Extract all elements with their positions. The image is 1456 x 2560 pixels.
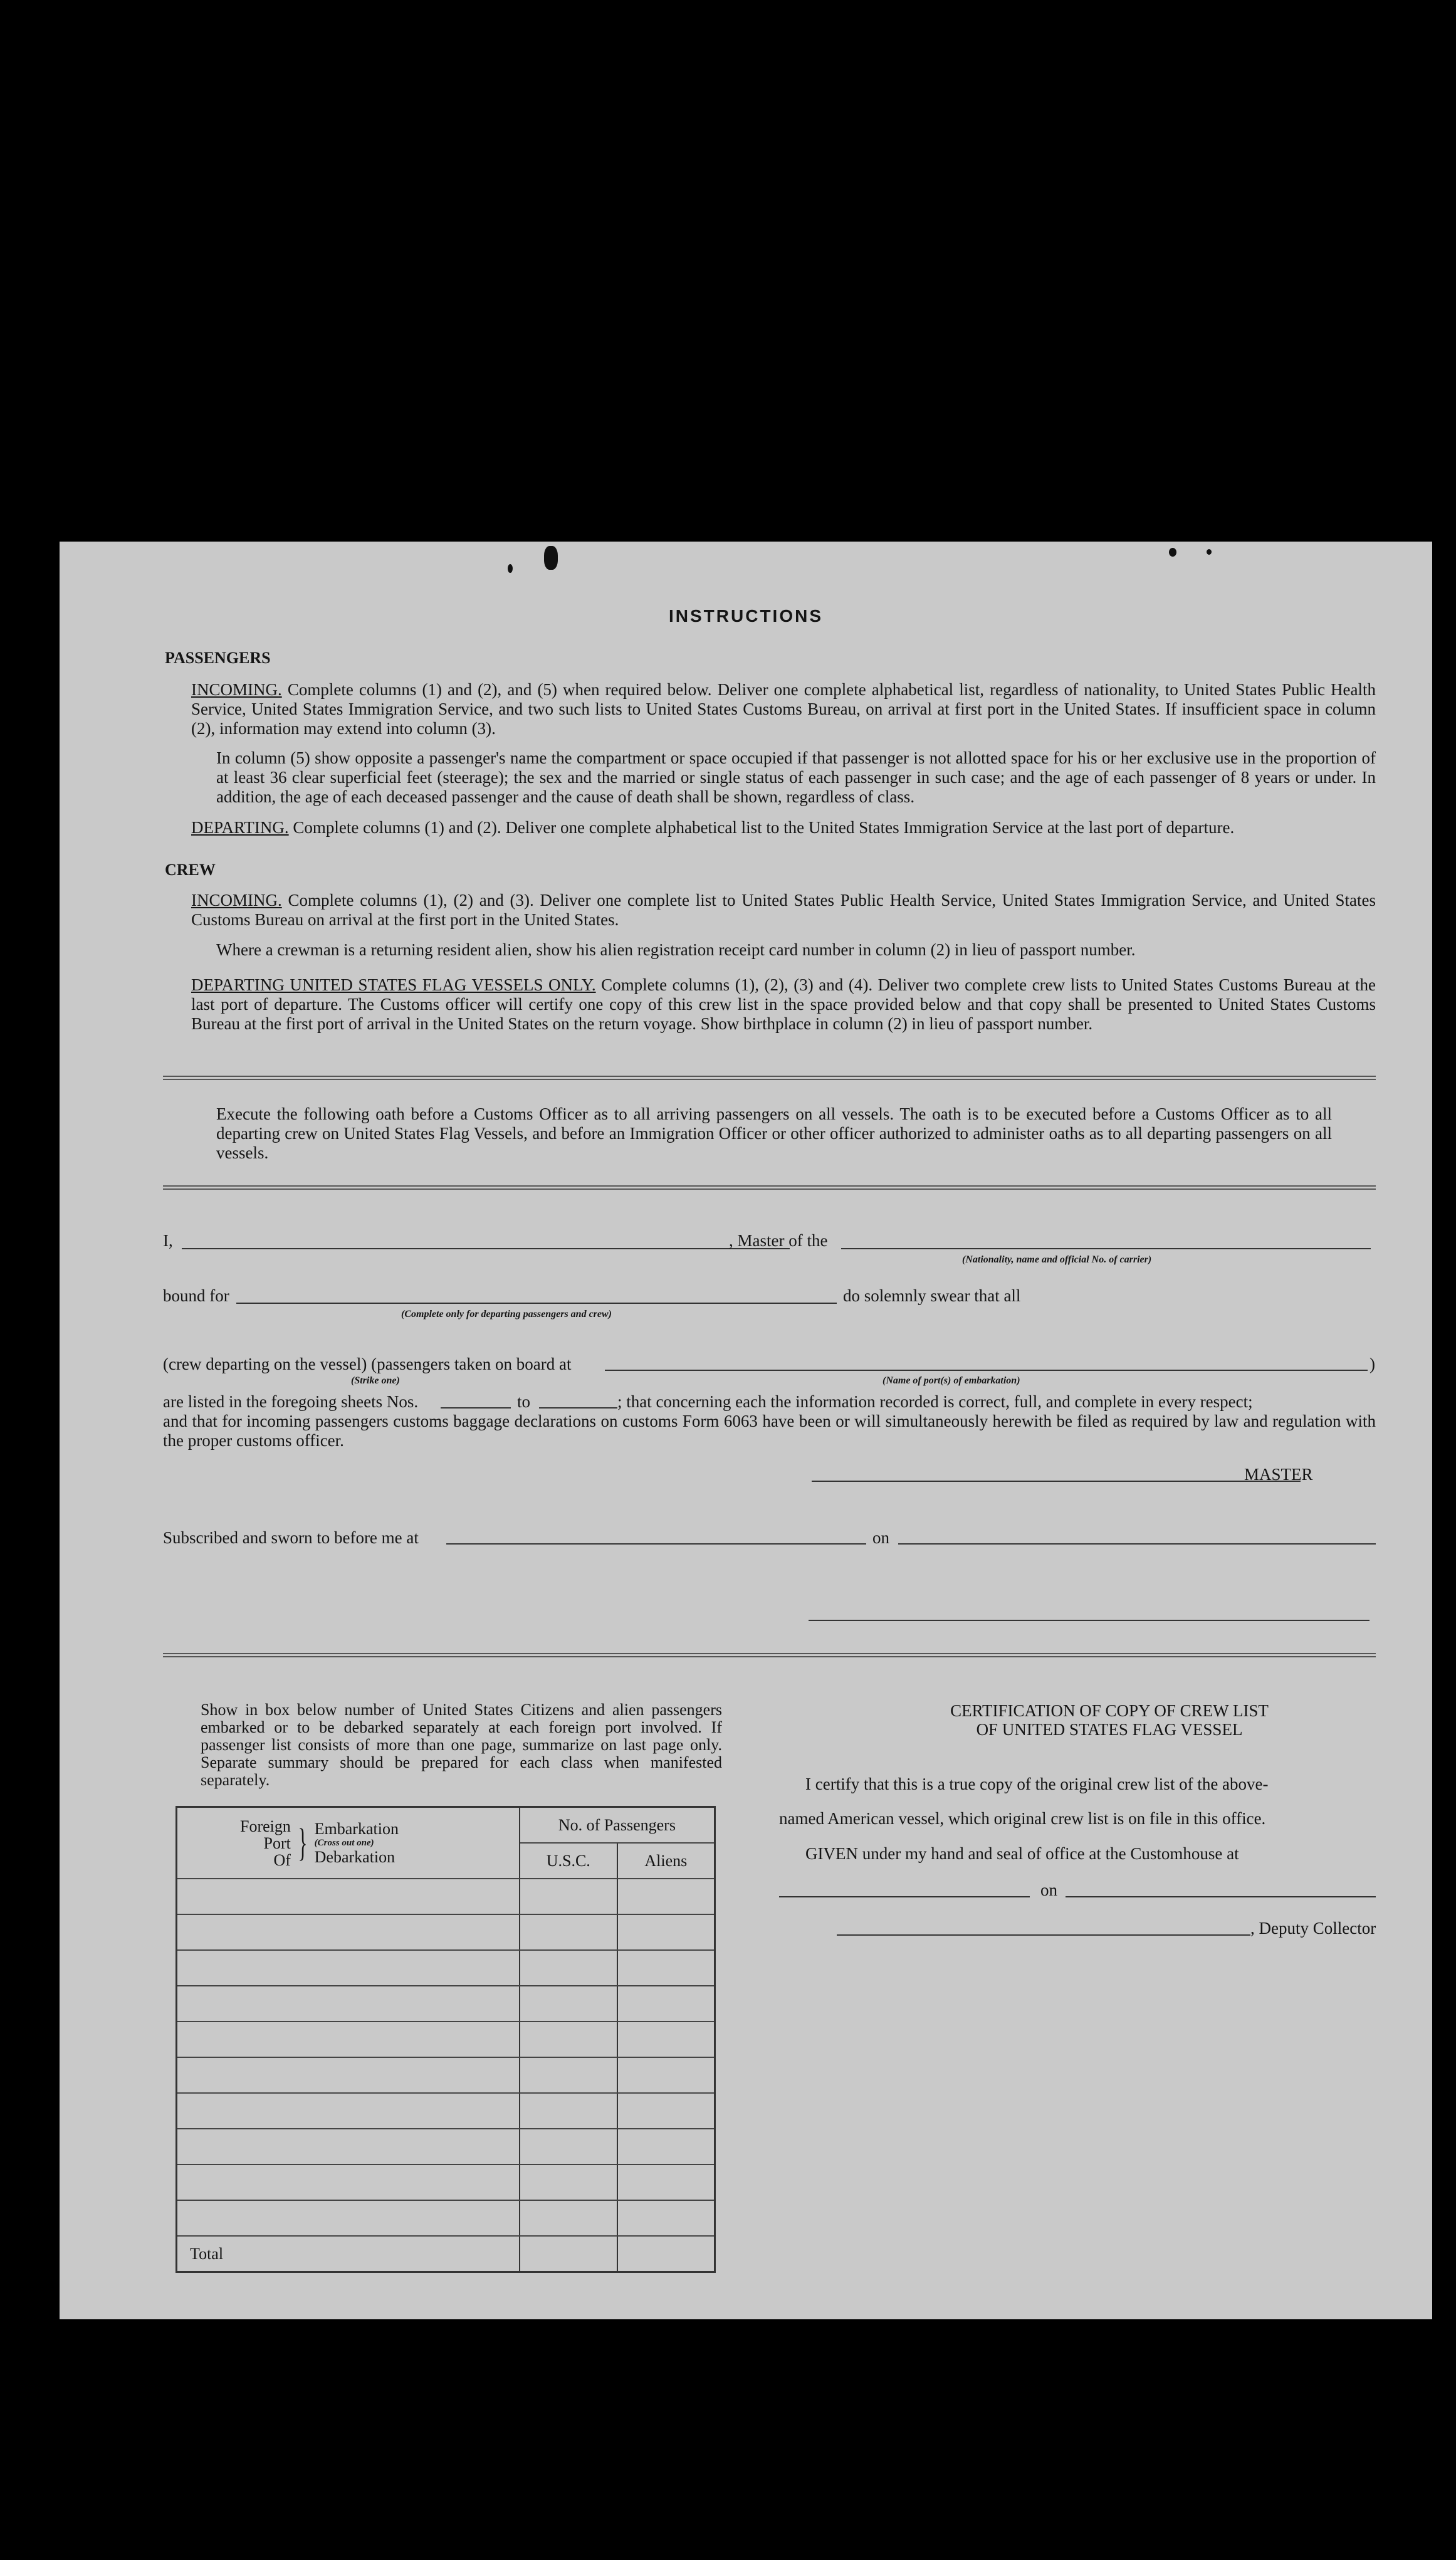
- debarkation-option[interactable]: Debarkation: [314, 1848, 395, 1866]
- crew-incoming-label: INCOMING.: [191, 891, 282, 910]
- sworn-date-line[interactable]: [898, 1543, 1376, 1545]
- aliens-cell[interactable]: [617, 1986, 715, 2022]
- sheet-from-line[interactable]: [441, 1407, 511, 1409]
- usc-cell[interactable]: [520, 2164, 617, 2200]
- passengers-incoming-label: INCOMING.: [191, 680, 282, 699]
- aliens-cell[interactable]: [617, 2200, 715, 2236]
- table-row: [177, 1986, 715, 2022]
- bound-for-label: bound for: [163, 1286, 229, 1305]
- table-row: [177, 2057, 715, 2093]
- document-page: [60, 542, 1432, 2319]
- brace-icon: }: [298, 1822, 308, 1864]
- passengers-incoming-text: Complete columns (1) and (2), and (5) when required below. Deliver one complete alphabetical list, regardless of nationality, to United States Public Health Service, United States Immigration Service, and two such lists to United States Customs Bureau, on arrival at first port in the United States. If insufficient space in column (2), information may extend into column (3).: [191, 680, 1376, 738]
- port-cell[interactable]: [177, 2200, 520, 2236]
- port-cell[interactable]: [177, 1914, 520, 1950]
- usc-cell[interactable]: [520, 2093, 617, 2129]
- usc-cell[interactable]: [520, 1914, 617, 1950]
- page-title: INSTRUCTIONS: [669, 606, 823, 626]
- section-divider: [163, 1076, 1376, 1080]
- total-label: Total: [177, 2236, 520, 2272]
- aliens-cell[interactable]: [617, 2093, 715, 2129]
- aliens-cell[interactable]: [617, 2164, 715, 2200]
- table-row: [177, 1950, 715, 1986]
- aliens-cell[interactable]: [617, 1950, 715, 1986]
- sworn-on-label: on: [872, 1528, 889, 1547]
- of-label: Of: [273, 1850, 291, 1869]
- table-row: [177, 2200, 715, 2236]
- port-header-cell: [177, 1807, 520, 1879]
- total-row: [177, 2236, 715, 2272]
- aliens-cell[interactable]: [617, 2129, 715, 2164]
- listed-to: to: [517, 1392, 531, 1411]
- crew-departing-paragraph: [191, 975, 1376, 1034]
- table-header-row: [177, 1807, 715, 1844]
- strike-note: (Strike one): [351, 1375, 400, 1386]
- listed-text-c: and that for incoming passengers customs baggage declarations on customs Form 6063 have been or will simultaneously herewith be filed as required by law and regulation with the proper customs officer.: [163, 1412, 1376, 1450]
- ink-speck: [508, 564, 513, 573]
- foreign-label: Foreign: [240, 1817, 291, 1835]
- embarkation-option[interactable]: Embarkation: [314, 1820, 399, 1838]
- aliens-cell[interactable]: [617, 1879, 715, 1914]
- carrier-line[interactable]: [841, 1248, 1371, 1249]
- oath-instructions: Execute the following oath before a Customs Officer as to all arriving passengers on all vessels. The oath is to be executed before a Customs Officer as to all departing crew on United States Flag Vessels, and before an Immigration Officer or other officer authorized to administer oaths as to all departing passengers on all vessels.: [216, 1104, 1332, 1162]
- table-row: [177, 1879, 715, 1914]
- carrier-note: (Nationality, name and official No. of carrier): [962, 1254, 1152, 1265]
- crew-heading: CREW: [165, 861, 216, 879]
- passenger-summary-table: [175, 1806, 716, 2273]
- aliens-cell[interactable]: [617, 2057, 715, 2093]
- master-label: MASTER: [1244, 1465, 1313, 1484]
- port-cell[interactable]: [177, 1879, 520, 1914]
- crew-departing-label: DEPARTING UNITED STATES FLAG VESSELS ONLY.: [191, 975, 596, 994]
- certify-line1: I certify that this is a true copy of the original crew list of the above-: [805, 1775, 1269, 1793]
- usc-cell[interactable]: [520, 2129, 617, 2164]
- listed-text-b: ; that concerning each the information recorded is correct, full, and complete in every respect;: [617, 1392, 1253, 1411]
- deputy-signature-line[interactable]: [837, 1934, 1250, 1936]
- port-cell[interactable]: [177, 2057, 520, 2093]
- port-cell[interactable]: [177, 1950, 520, 1986]
- port-cell[interactable]: [177, 2093, 520, 2129]
- passengers-heading: PASSENGERS: [165, 649, 271, 667]
- certification-date-line[interactable]: [1066, 1896, 1376, 1897]
- customhouse-line[interactable]: [779, 1896, 1030, 1897]
- crew-incoming-paragraph: [191, 891, 1376, 930]
- master-name-line[interactable]: [182, 1248, 790, 1249]
- officer-signature-line[interactable]: [809, 1620, 1370, 1621]
- summary-instructions: Show in box below number of United States Citizens and alien passengers embarked or to be debarked separately at each foreign port involved. If passenger list consists of more than one page, summarize on last page only. Separate summary should be prepared for each class when manifested separately.: [201, 1701, 722, 1789]
- passengers-departing-paragraph: [191, 818, 1376, 837]
- embark-debark-options: [315, 1820, 399, 1865]
- listed-text-a: are listed in the foregoing sheets Nos.: [163, 1392, 419, 1411]
- certification-on-label: on: [1040, 1881, 1057, 1899]
- ink-speck: [1207, 549, 1212, 555]
- no-of-passengers-header: No. of Passengers: [520, 1807, 715, 1844]
- port-cell[interactable]: [177, 2164, 520, 2200]
- passengers-column5-paragraph: In column (5) show opposite a passenger's name the compartment or space occupied if that passenger is not allotted space for his or her exclusive use in the proportion of at least 36 clear superficial feet (steerage); the sex and the married or single status of each passenger in such case; and the age of each passenger of 8 years or under. In addition, the age of each deceased passenger and the cause of death shall be shown, regardless of class.: [216, 748, 1376, 806]
- cross-out-note: (Cross out one): [314, 1838, 374, 1848]
- crew-departing-text: (crew departing on the vessel) (passengers taken on board at: [163, 1355, 572, 1373]
- usc-cell[interactable]: [520, 2200, 617, 2236]
- crew-departing-text: Complete columns (1), (2), (3) and (4). Deliver two complete crew lists to United States Customs Bureau at the last port of departure. The Customs officer will certify one copy of this crew list in the space provided below and that copy shall be presented to United States Customs Bureau at the first port of arrival in the United States on the return voyage. Show birthplace in column (2) in lieu of passport number.: [191, 975, 1376, 1033]
- embark-note: (Name of port(s) of embarkation): [883, 1375, 1020, 1386]
- usc-cell[interactable]: [520, 1986, 617, 2022]
- swear-text: do solemnly swear that all: [843, 1286, 1021, 1305]
- aliens-header: Aliens: [617, 1843, 715, 1879]
- given-text: GIVEN under my hand and seal of office at the Customhouse at: [805, 1844, 1239, 1863]
- usc-cell[interactable]: [520, 1950, 617, 1986]
- master-signature-line[interactable]: [812, 1481, 1301, 1482]
- certification-title-line2: OF UNITED STATES FLAG VESSEL: [976, 1720, 1243, 1739]
- usc-total-cell[interactable]: [520, 2236, 617, 2272]
- table-row: [177, 2164, 715, 2200]
- deputy-collector-label: , Deputy Collector: [1250, 1919, 1376, 1938]
- passengers-incoming-paragraph: [191, 680, 1376, 738]
- oath-i-label: I,: [163, 1231, 173, 1250]
- usc-cell[interactable]: [520, 2022, 617, 2057]
- bound-for-line[interactable]: [236, 1303, 837, 1304]
- port-cell[interactable]: [177, 2129, 520, 2164]
- aliens-total-cell[interactable]: [617, 2236, 715, 2272]
- section-divider: [163, 1653, 1376, 1657]
- port-cell[interactable]: [177, 2022, 520, 2057]
- passengers-departing-label: DEPARTING.: [191, 818, 289, 837]
- foreign-port-of: [240, 1818, 291, 1869]
- usc-header: U.S.C.: [520, 1843, 617, 1879]
- usc-cell[interactable]: [520, 1879, 617, 1914]
- subscribed-label: Subscribed and sworn to before me at: [163, 1528, 419, 1547]
- table-row: [177, 2129, 715, 2164]
- certification-title-line1: CERTIFICATION OF COPY OF CREW LIST: [950, 1701, 1269, 1720]
- port-label: Port: [263, 1833, 291, 1852]
- master-of-label: , Master of the: [729, 1231, 828, 1250]
- ink-speck: [1169, 548, 1176, 557]
- aliens-cell[interactable]: [617, 2022, 715, 2057]
- port-cell[interactable]: [177, 1986, 520, 2022]
- aliens-cell[interactable]: [617, 1914, 715, 1950]
- table-row: [177, 1914, 715, 1950]
- sworn-place-line[interactable]: [446, 1543, 866, 1545]
- ink-blot: [544, 546, 558, 570]
- table-row: [177, 2022, 715, 2057]
- crew-incoming-text: Complete columns (1), (2) and (3). Deliver one complete list to United States Public Health Service, United States Immigration Service, and United States Customs Bureau on arrival at the first port in the United States.: [191, 891, 1376, 929]
- sheet-to-line[interactable]: [539, 1407, 617, 1409]
- crew-resident-paragraph: Where a crewman is a returning resident alien, show his alien registration receipt card number in column (2) in lieu of passport number.: [216, 940, 1136, 959]
- certify-line2: named American vessel, which original crew list is on file in this office.: [779, 1809, 1266, 1828]
- bound-for-note: (Complete only for departing passengers and crew): [401, 1309, 612, 1319]
- table-row: [177, 2093, 715, 2129]
- section-divider: [163, 1185, 1376, 1190]
- certification-title: [827, 1701, 1391, 1739]
- usc-cell[interactable]: [520, 2057, 617, 2093]
- passengers-departing-text: Complete columns (1) and (2). Deliver one complete alphabetical list to the United States Immigration Service at the last port of departure.: [293, 818, 1235, 837]
- close-paren: ): [1370, 1355, 1375, 1373]
